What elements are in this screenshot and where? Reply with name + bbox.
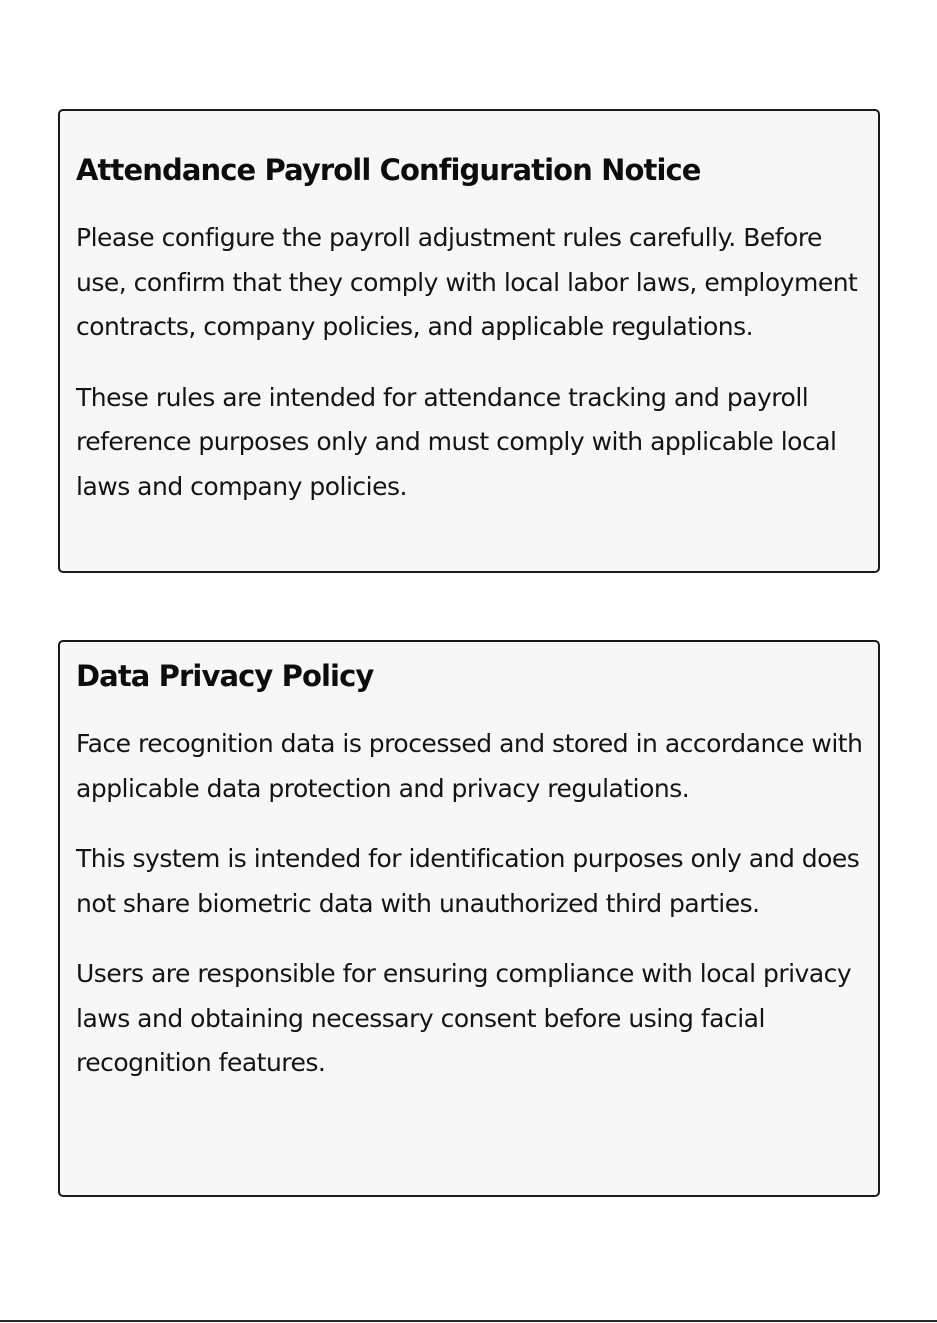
data-privacy-policy-paragraph-3: Users are responsible for ensuring compliance with local privacy laws and obtaining necessary consent before using facial recognition features. xyxy=(76,959,852,1077)
attendance-payroll-notice-paragraph-1: Please configure the payroll adjustment rules carefully. Before use, confirm that they comply with local labor laws, employment contracts, company policies, and applicable regulations. xyxy=(76,223,858,341)
data-privacy-policy-paragraph-1: Face recognition data is processed and stored in accordance with applicable data protection and privacy regulations. xyxy=(76,729,863,803)
attendance-payroll-notice-card xyxy=(58,109,880,573)
bottom-divider xyxy=(0,1320,937,1322)
data-privacy-policy-title: Data Privacy Policy xyxy=(76,659,374,693)
data-privacy-policy-paragraph-2: This system is intended for identification purposes only and does not share biometric data with unauthorized third parties. xyxy=(76,844,860,918)
data-privacy-policy-card xyxy=(58,640,880,1197)
attendance-payroll-notice-title: Attendance Payroll Configuration Notice xyxy=(76,153,701,187)
attendance-payroll-notice-paragraph-2: These rules are intended for attendance tracking and payroll reference purposes only and must comply with applicable local laws and company policies. xyxy=(76,382,837,501)
